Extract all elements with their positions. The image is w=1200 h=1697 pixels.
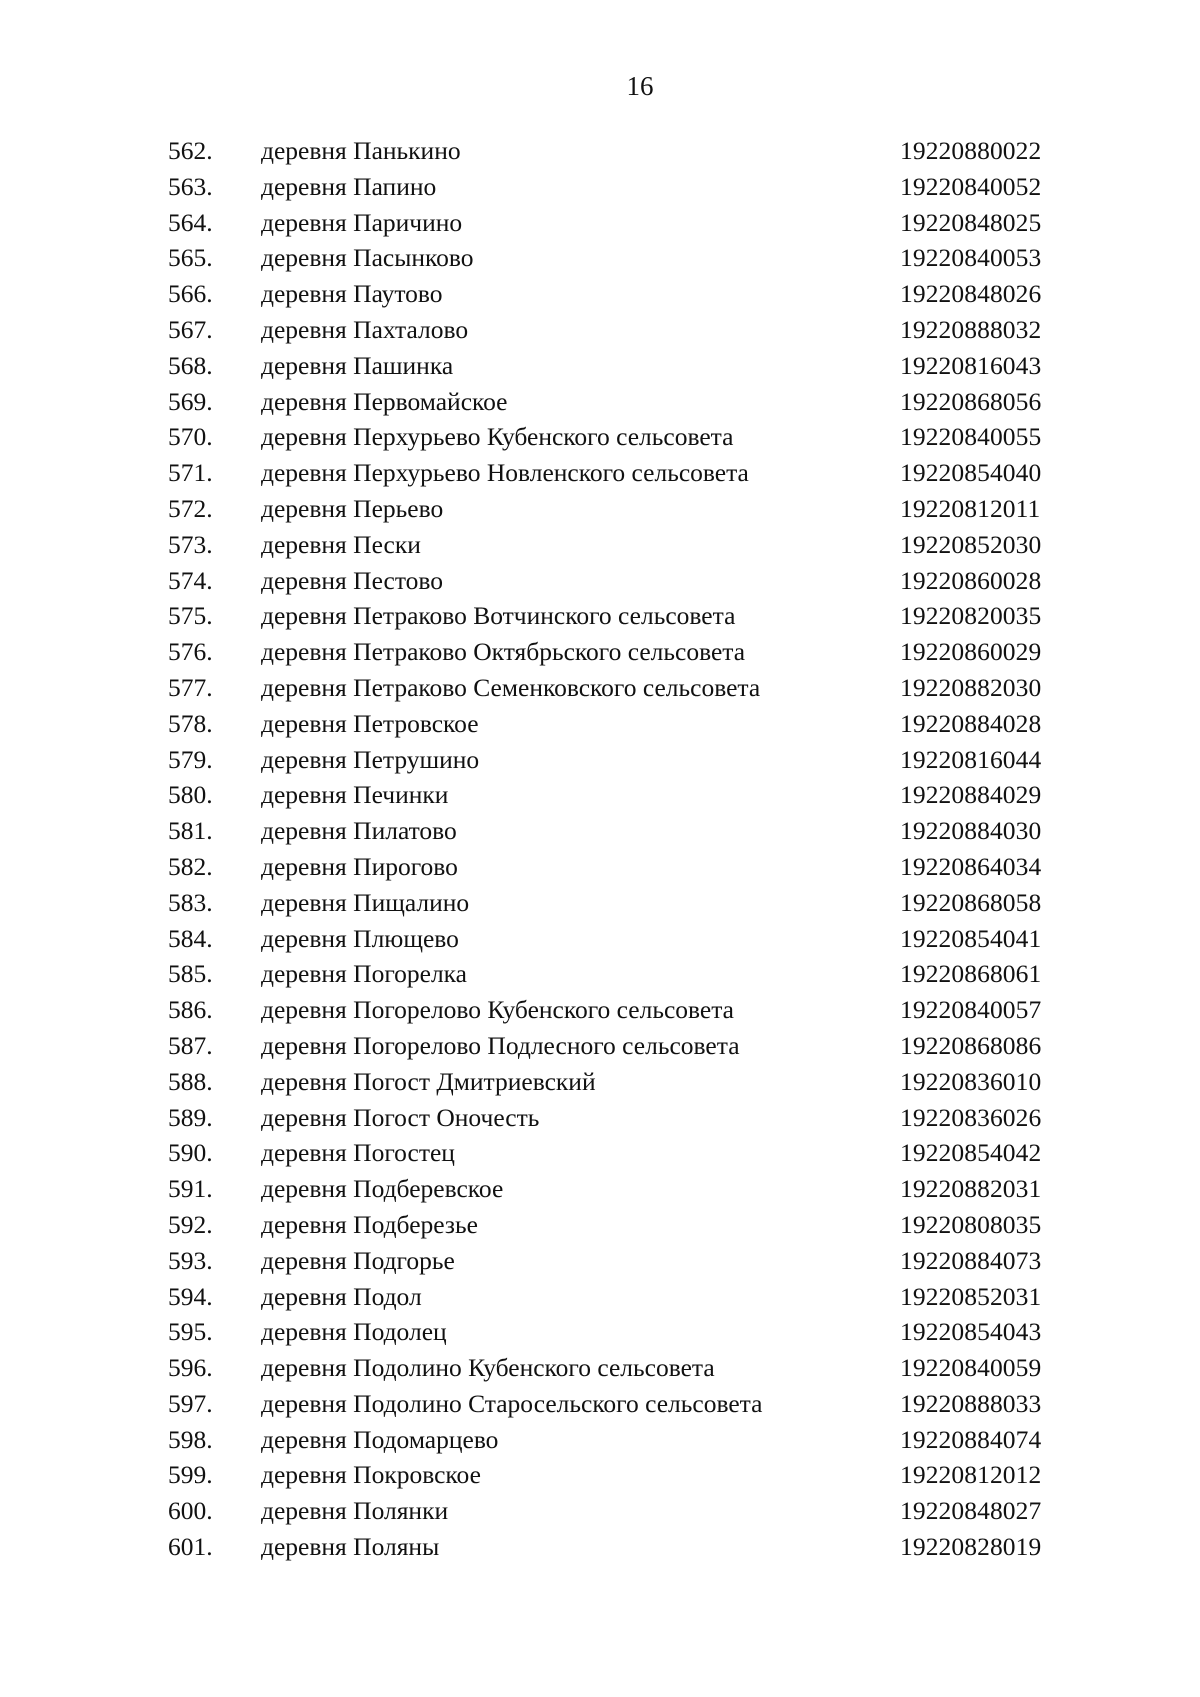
- settlement-name: деревня Перхурьево Кубенского сельсовета: [261, 422, 734, 452]
- settlement-name: деревня Подолец: [261, 1317, 447, 1347]
- settlement-code: 19220852030: [900, 529, 1042, 559]
- item-number: 590.: [168, 1138, 213, 1168]
- item-number: 601.: [168, 1532, 213, 1562]
- settlement-name: деревня Первомайское: [261, 386, 508, 416]
- item-number: 579.: [168, 744, 213, 774]
- settlement-list: [0, 133, 1200, 1565]
- settlement-code: 19220840055: [900, 422, 1042, 452]
- item-number: 585.: [168, 959, 213, 989]
- list-item: [0, 1422, 1200, 1458]
- item-number: 588.: [168, 1066, 213, 1096]
- settlement-name: деревня Печинки: [261, 780, 449, 810]
- settlement-name: деревня Петраково Семенковского сельсовета: [261, 672, 761, 702]
- settlement-code: 19220860029: [900, 637, 1042, 667]
- settlement-name: деревня Перьево: [261, 493, 444, 523]
- settlement-name: деревня Петраково Октябрьского сельсовета: [261, 637, 746, 667]
- list-item: [0, 777, 1200, 813]
- settlement-name: деревня Подберевское: [261, 1174, 504, 1204]
- settlement-code: 19220882030: [900, 672, 1042, 702]
- settlement-name: деревня Паутово: [261, 279, 443, 309]
- settlement-name: деревня Погорелово Подлесного сельсовета: [261, 1030, 740, 1060]
- list-item: [0, 1064, 1200, 1100]
- item-number: 593.: [168, 1245, 213, 1275]
- settlement-code: 19220840057: [900, 995, 1042, 1025]
- item-number: 563.: [168, 171, 213, 201]
- settlement-name: деревня Петровское: [261, 708, 479, 738]
- settlement-name: деревня Подомарцево: [261, 1424, 499, 1454]
- list-item: [0, 742, 1200, 778]
- item-number: 592.: [168, 1209, 213, 1239]
- settlement-code: 19220854041: [900, 923, 1042, 953]
- settlement-code: 19220848027: [900, 1496, 1042, 1526]
- item-number: 565.: [168, 243, 213, 273]
- settlement-name: деревня Подол: [261, 1281, 422, 1311]
- settlement-name: деревня Петраково Вотчинского сельсовета: [261, 601, 736, 631]
- list-item: [0, 1279, 1200, 1315]
- item-number: 570.: [168, 422, 213, 452]
- list-item: [0, 384, 1200, 420]
- settlement-code: 19220884028: [900, 708, 1042, 738]
- list-item: [0, 634, 1200, 670]
- item-number: 564.: [168, 207, 213, 237]
- list-item: [0, 133, 1200, 169]
- settlement-name: деревня Паричино: [261, 207, 463, 237]
- list-item: [0, 455, 1200, 491]
- settlement-name: деревня Подолино Кубенского сельсовета: [261, 1353, 715, 1383]
- list-item: [0, 849, 1200, 885]
- item-number: 575.: [168, 601, 213, 631]
- settlement-name: деревня Погост Оночесть: [261, 1102, 540, 1132]
- settlement-code: 19220880022: [900, 136, 1042, 165]
- item-number: 571.: [168, 458, 213, 488]
- item-number: 582.: [168, 851, 213, 881]
- settlement-code: 19220848025: [900, 207, 1042, 237]
- settlement-code: 19220884030: [900, 816, 1042, 846]
- item-number: 562.: [168, 136, 213, 165]
- settlement-code: 19220854042: [900, 1138, 1042, 1168]
- settlement-name: деревня Папино: [261, 171, 437, 201]
- settlement-code: 19220840059: [900, 1353, 1042, 1383]
- item-number: 577.: [168, 672, 213, 702]
- settlement-code: 19220868058: [900, 887, 1042, 917]
- item-number: 567.: [168, 314, 213, 344]
- settlement-name: деревня Поляны: [261, 1532, 440, 1562]
- item-number: 599.: [168, 1460, 213, 1490]
- list-item: [0, 563, 1200, 599]
- list-item: [0, 813, 1200, 849]
- settlement-code: 19220808035: [900, 1209, 1042, 1239]
- item-number: 573.: [168, 529, 213, 559]
- item-number: 576.: [168, 637, 213, 667]
- list-item: [0, 956, 1200, 992]
- list-item: [0, 348, 1200, 384]
- settlement-name: деревня Пашинка: [261, 350, 454, 380]
- settlement-code: 19220860028: [900, 565, 1042, 595]
- list-item: [0, 598, 1200, 634]
- settlement-name: деревня Пилатово: [261, 816, 457, 846]
- list-item: [0, 1207, 1200, 1243]
- item-number: 578.: [168, 708, 213, 738]
- item-number: 586.: [168, 995, 213, 1025]
- settlement-name: деревня Пестово: [261, 565, 444, 595]
- settlement-code: 19220820035: [900, 601, 1042, 631]
- item-number: 580.: [168, 780, 213, 810]
- settlement-code: 19220868061: [900, 959, 1042, 989]
- list-item: [0, 1493, 1200, 1529]
- settlement-name: деревня Покровское: [261, 1460, 481, 1490]
- item-number: 566.: [168, 279, 213, 309]
- item-number: 584.: [168, 923, 213, 953]
- settlement-code: 19220840053: [900, 243, 1042, 273]
- settlement-code: 19220854040: [900, 458, 1042, 488]
- settlement-code: 19220884073: [900, 1245, 1042, 1275]
- item-number: 598.: [168, 1424, 213, 1454]
- item-number: 596.: [168, 1353, 213, 1383]
- list-item: [0, 1350, 1200, 1386]
- item-number: 569.: [168, 386, 213, 416]
- list-item: [0, 1529, 1200, 1565]
- item-number: 597.: [168, 1388, 213, 1418]
- list-item: [0, 992, 1200, 1028]
- settlement-code: 19220868086: [900, 1030, 1042, 1060]
- settlement-name: деревня Пески: [261, 529, 421, 559]
- item-number: 583.: [168, 887, 213, 917]
- list-item: [0, 1457, 1200, 1493]
- list-item: [0, 706, 1200, 742]
- list-item: [0, 491, 1200, 527]
- settlement-name: деревня Плющево: [261, 923, 459, 953]
- list-item: [0, 419, 1200, 455]
- list-item: [0, 1028, 1200, 1064]
- page-number: 16: [626, 71, 654, 101]
- settlement-code: 19220868056: [900, 386, 1042, 416]
- list-item: [0, 1386, 1200, 1422]
- list-item: [0, 1171, 1200, 1207]
- settlement-name: деревня Пищалино: [261, 887, 470, 917]
- settlement-code: 19220816044: [900, 744, 1042, 774]
- item-number: 591.: [168, 1174, 213, 1204]
- list-item: [0, 921, 1200, 957]
- item-number: 587.: [168, 1030, 213, 1060]
- settlement-code: 19220836010: [900, 1066, 1042, 1096]
- list-item: [0, 240, 1200, 276]
- settlement-name: деревня Погорелово Кубенского сельсовета: [261, 995, 734, 1025]
- list-item: [0, 276, 1200, 312]
- list-item: [0, 670, 1200, 706]
- settlement-code: 19220840052: [900, 171, 1042, 201]
- settlement-name: деревня Пахталово: [261, 314, 469, 344]
- list-item: [0, 169, 1200, 205]
- settlement-code: 19220888033: [900, 1388, 1042, 1418]
- settlement-name: деревня Подгорье: [261, 1245, 455, 1275]
- settlement-code: 19220836026: [900, 1102, 1042, 1132]
- settlement-code: 19220812011: [900, 493, 1041, 523]
- settlement-code: 19220852031: [900, 1281, 1042, 1311]
- item-number: 594.: [168, 1281, 213, 1311]
- list-item: [0, 1314, 1200, 1350]
- list-item: [0, 1243, 1200, 1279]
- settlement-code: 19220884074: [900, 1424, 1042, 1454]
- item-number: 581.: [168, 816, 213, 846]
- list-item: [0, 1100, 1200, 1136]
- list-item: [0, 312, 1200, 348]
- settlement-name: деревня Погорелка: [261, 959, 468, 989]
- item-number: 572.: [168, 493, 213, 523]
- settlement-name: деревня Перхурьево Новленского сельсовета: [261, 458, 749, 488]
- list-item: [0, 1135, 1200, 1171]
- settlement-name: деревня Подберезье: [261, 1209, 478, 1239]
- list-item: [0, 527, 1200, 563]
- item-number: 595.: [168, 1317, 213, 1347]
- item-number: 574.: [168, 565, 213, 595]
- item-number: 600.: [168, 1496, 213, 1526]
- settlement-name: деревня Петрушино: [261, 744, 480, 774]
- settlement-code: 19220816043: [900, 350, 1042, 380]
- settlement-name: деревня Полянки: [261, 1496, 449, 1526]
- settlement-code: 19220848026: [900, 279, 1042, 309]
- settlement-name: деревня Панькино: [261, 136, 461, 165]
- settlement-name: деревня Погостец: [261, 1138, 455, 1168]
- settlement-code: 19220884029: [900, 780, 1042, 810]
- settlement-code: 19220828019: [900, 1532, 1042, 1562]
- list-item: [0, 885, 1200, 921]
- settlement-code: 19220864034: [900, 851, 1042, 881]
- settlement-code: 19220812012: [900, 1460, 1042, 1490]
- item-number: 568.: [168, 350, 213, 380]
- settlement-code: 19220882031: [900, 1174, 1042, 1204]
- item-number: 589.: [168, 1102, 213, 1132]
- settlement-name: деревня Пасынково: [261, 243, 474, 273]
- settlement-name: деревня Пирогово: [261, 851, 458, 881]
- settlement-name: деревня Подолино Старосельского сельсовета: [261, 1388, 763, 1418]
- settlement-code: 19220888032: [900, 314, 1042, 344]
- list-item: [0, 205, 1200, 241]
- settlement-name: деревня Погост Дмитриевский: [261, 1066, 596, 1096]
- settlement-code: 19220854043: [900, 1317, 1042, 1347]
